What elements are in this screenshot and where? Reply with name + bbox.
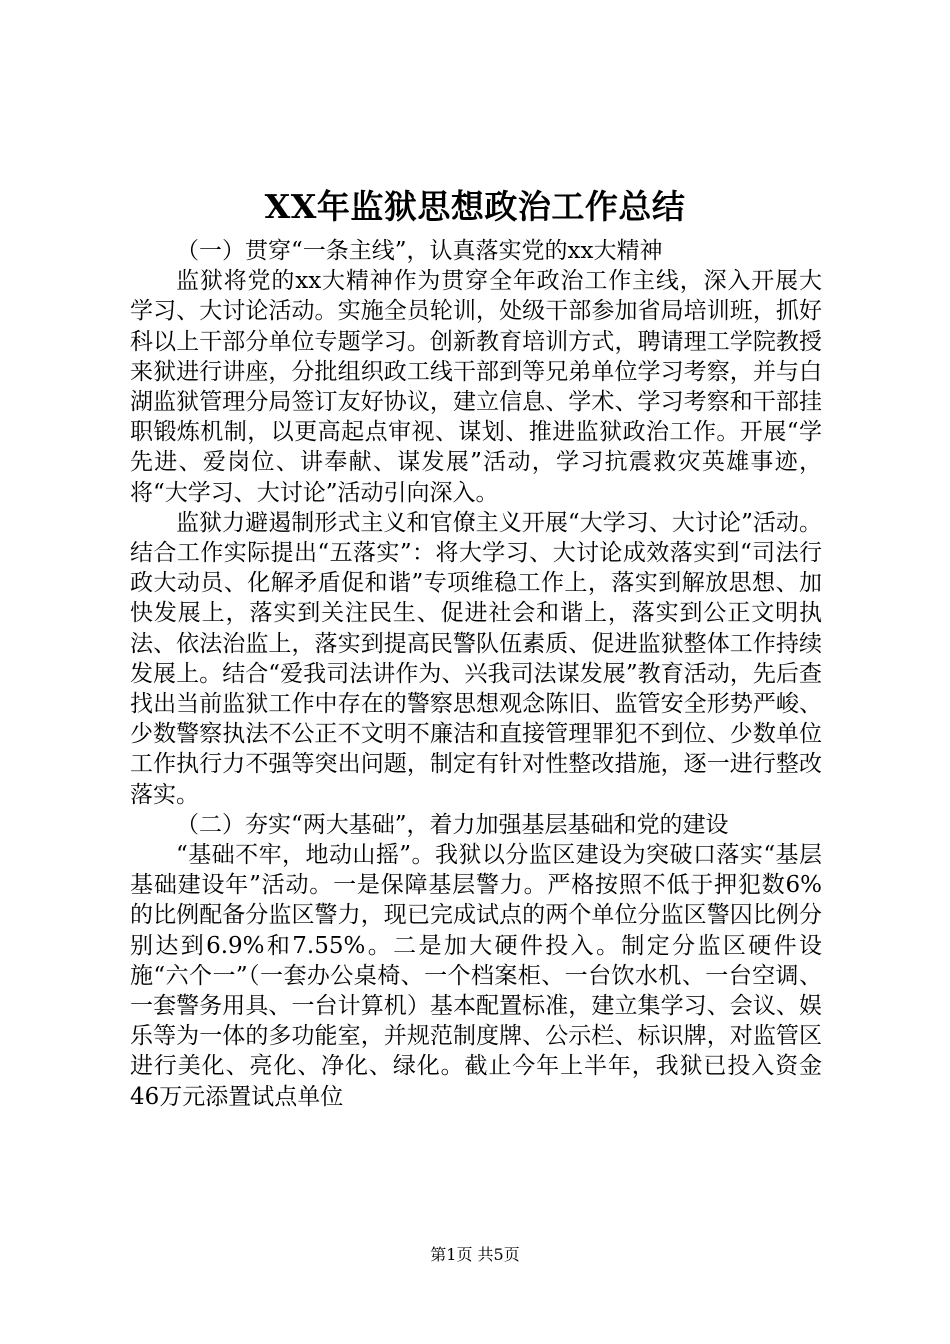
document-body bbox=[130, 236, 822, 1112]
body-paragraph: 监狱将党的xx大精神作为贯穿全年政治工作主线，深入开展大学习、大讨论活动。实施全员轮训，处级干部参加省局培训班，抓好科以上干部分单位专题学习。创新教育培训方式，聘请理工学院教授来狱进行讲座，分批组织政工线干部到等兄弟单位学习考察，并与白湖监狱管理分局签订友好协议，建立信息、学术、学习考察和干部挂职锻炼机制，以更高起点审视、谋划、推进监狱政治工作。开展“学先进、爱岗位、讲奉献、谋发展”活动，学习抗震救灾英雄事迹，将“大学习、大讨论”活动引向深入。 bbox=[130, 268, 822, 506]
body-paragraph: 监狱力避遏制形式主义和官僚主义开展“大学习、大讨论”活动。结合工作实际提出“五落实”：将大学习、大讨论成效落实到“司法行政大动员、化解矛盾促和谐”专项维稳工作上，落实到解放思想、加快发展上，落实到关注民生、促进社会和谐上，落实到公正文明执法、依法治监上，落实到提高民警队伍素质、促进监狱整体工作持续发展上。结合“爱我司法讲作为、兴我司法谋发展”教育活动，先后查找出当前监狱工作中存在的警察思想观念陈旧、监管安全形势严峻、少数警察执法不公正不文明不廉洁和直接管理罪犯不到位、少数单位工作执行力不强等突出问题，制定有针对性整改措施，逐一进行整改落实。 bbox=[130, 509, 822, 808]
document-title: XX年监狱思想政治工作总结 bbox=[264, 187, 686, 226]
section-heading-2: （二）夯实“两大基础”，着力加强基层基础和党的建设 bbox=[176, 811, 729, 838]
body-paragraph: “基础不牢，地动山摇”。我狱以分监区建设为突破口落实“基层基础建设年”活动。一是保障基层警力。严格按照不低于押犯数6%的比例配备分监区警力，现已完成试点的两个单位分监区警囚比例分别达到6.9%和7.55%。二是加大硬件投入。制定分监区硬件设施“六个一”（一套办公桌椅、一个档案柜、一台饮水机、一台空调、一套警务用具、一台计算机）基本配置标准，建立集学习、会议、娱乐等为一体的多功能室，并规范制度牌、公示栏、标识牌，对监管区进行美化、亮化、净化、绿化。截止今年上半年，我狱已投入资金46万元添置试点单位 bbox=[130, 842, 822, 1110]
section-heading-1: （一）贯穿“一条主线”，认真落实党的xx大精神 bbox=[176, 238, 663, 264]
page-footer: 第1页 共5页 bbox=[430, 1245, 520, 1264]
